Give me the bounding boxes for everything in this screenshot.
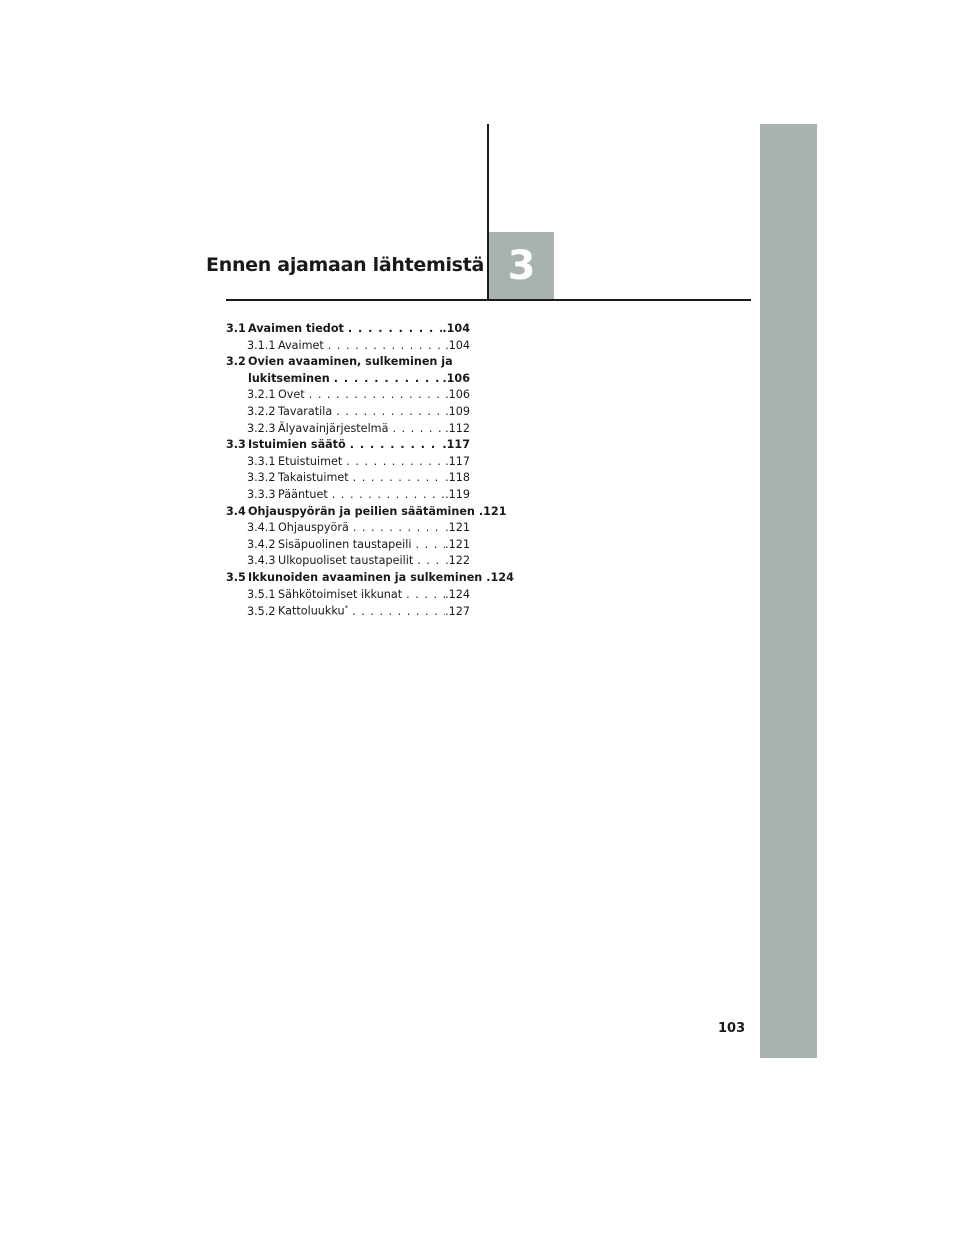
toc-page: .121 — [445, 537, 470, 551]
toc-leader — [342, 455, 445, 468]
toc-section-3-2-line1[interactable] — [226, 355, 470, 372]
toc-page: .124 — [486, 570, 514, 584]
toc-leader — [332, 405, 445, 418]
toc-leader — [413, 554, 445, 567]
toc-entry-3-1-1[interactable] — [226, 339, 470, 356]
toc-number: 3.2.3 — [247, 421, 276, 435]
chapter-number: 3 — [507, 243, 536, 289]
toc-leader — [344, 322, 443, 335]
toc-entry-3-3-1[interactable] — [226, 455, 470, 472]
toc-leader — [349, 471, 445, 484]
toc-number: 3.4.2 — [247, 537, 276, 551]
toc-leader — [482, 571, 486, 584]
toc-label: Ohjauspyörä — [278, 521, 349, 535]
toc-number: 3.4.1 — [247, 521, 276, 535]
toc-leader — [346, 438, 443, 451]
page-number: 103 — [718, 1021, 746, 1036]
toc-section-3-4[interactable] — [226, 504, 507, 522]
toc-page: .122 — [445, 554, 470, 568]
header-rule — [226, 299, 751, 301]
toc-entry-3-3-2[interactable] — [226, 471, 470, 488]
toc-number: 3.1 — [226, 322, 246, 335]
toc-label: Ohjauspyörän ja peilien säätäminen — [248, 504, 475, 518]
toc-entry-3-4-1[interactable] — [226, 521, 470, 538]
toc-leader — [330, 372, 443, 385]
toc-page: .119 — [445, 487, 470, 501]
toc-label: Istuimien säätö — [248, 438, 346, 452]
toc-number: 3.3.3 — [247, 487, 276, 501]
toc-label: Avaimen tiedot — [248, 322, 344, 335]
toc-page: .106 — [445, 388, 470, 402]
toc-label: Pääntuet — [278, 487, 328, 501]
toc-number: 3.3.1 — [247, 454, 276, 468]
toc-label: Ulkopuoliset taustapeilit — [278, 554, 414, 568]
chapter-title: Ennen ajamaan lähtemistä — [206, 254, 484, 276]
toc-entry-3-2-3[interactable] — [226, 422, 470, 439]
toc-page: .104 — [442, 322, 470, 335]
toc-entry-3-5-1[interactable] — [226, 588, 470, 605]
toc-page: .124 — [445, 587, 470, 601]
toc-page: .109 — [445, 404, 470, 418]
toc-number: 3.3.2 — [247, 471, 276, 485]
toc-entry-3-2-1[interactable] — [226, 388, 470, 405]
toc-label: Sisäpuolinen taustapeili — [278, 537, 412, 551]
side-chapter-tab — [760, 124, 817, 1058]
toc-label: Älyavainjärjestelmä — [278, 421, 389, 435]
toc-number: 3.5 — [226, 570, 246, 584]
toc-entry-3-4-2[interactable] — [226, 538, 470, 555]
chapter-number-box — [489, 232, 554, 300]
toc-label: Etuistuimet — [278, 454, 343, 468]
toc-leader — [305, 388, 445, 401]
toc-section-3-3[interactable] — [226, 438, 470, 455]
toc-entry-3-5-2[interactable] — [226, 604, 470, 621]
toc-leader — [348, 605, 445, 618]
toc-leader — [324, 339, 445, 352]
toc-number: 3.1.1 — [247, 338, 276, 352]
toc-label: Ikkunoiden avaaminen ja sulkeminen — [248, 570, 483, 584]
toc-leader — [328, 488, 445, 501]
toc-entry-3-2-2[interactable] — [226, 405, 470, 422]
toc-number: 3.3 — [226, 438, 246, 452]
table-of-contents — [226, 322, 514, 621]
toc-number: 3.5.2 — [247, 604, 276, 618]
toc-section-3-5[interactable] — [226, 570, 514, 588]
toc-label: Tavaratila — [278, 404, 333, 418]
toc-page: .104 — [445, 338, 470, 352]
toc-page: .117 — [442, 438, 470, 452]
optional-equipment-asterisk: * — [344, 604, 349, 613]
toc-page: .112 — [445, 421, 470, 435]
toc-number: 3.5.1 — [247, 587, 276, 601]
toc-number: 3.4 — [226, 504, 246, 518]
toc-page: .121 — [478, 504, 507, 518]
toc-section-3-2-line2[interactable] — [226, 372, 470, 389]
toc-label — [278, 604, 348, 618]
toc-number: 3.2.2 — [247, 404, 276, 418]
toc-leader — [475, 505, 479, 518]
toc-label: lukitseminen — [248, 371, 330, 385]
toc-label: Ovien avaaminen, sulkeminen ja — [248, 355, 453, 369]
toc-label-text: Kattoluukku — [278, 604, 345, 618]
toc-leader — [402, 588, 445, 601]
toc-leader — [411, 538, 445, 551]
toc-label: Ovet — [278, 388, 305, 402]
toc-number: 3.2 — [226, 355, 246, 369]
toc-number: 3.2.1 — [247, 388, 276, 402]
toc-entry-3-4-3[interactable] — [226, 554, 470, 571]
toc-page: .127 — [445, 604, 470, 618]
toc-leader — [388, 422, 445, 435]
toc-leader — [349, 521, 445, 534]
toc-number: 3.4.3 — [247, 554, 276, 568]
toc-page: .121 — [445, 521, 470, 535]
toc-entry-3-3-3[interactable] — [226, 488, 470, 505]
toc-label: Avaimet — [278, 338, 324, 352]
toc-label: Takaistuimet — [278, 471, 349, 485]
toc-label: Sähkötoimiset ikkunat — [278, 587, 403, 601]
toc-section-3-1[interactable] — [226, 322, 470, 339]
toc-page: .118 — [445, 471, 470, 485]
toc-page: .117 — [445, 454, 470, 468]
toc-page: .106 — [442, 371, 470, 385]
